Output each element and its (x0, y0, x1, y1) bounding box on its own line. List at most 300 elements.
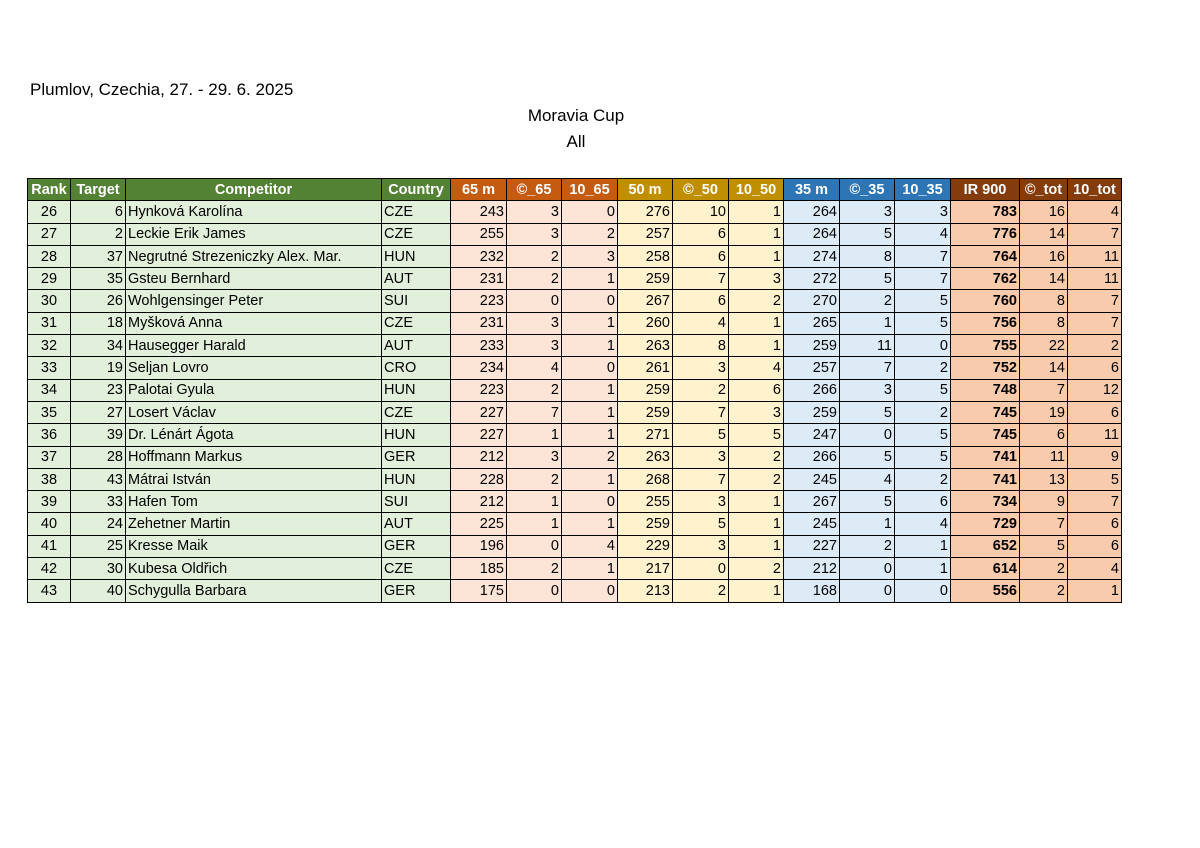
cell-tens-total: 7 (1068, 312, 1122, 334)
cell-x-total: 16 (1020, 201, 1068, 223)
cell-tens-65: 1 (562, 424, 618, 446)
cell-tens-50: 3 (729, 268, 784, 290)
cell-x-50: 5 (673, 513, 729, 535)
cell-score-65m: 196 (451, 535, 507, 557)
cell-tens-65: 2 (562, 223, 618, 245)
cell-competitor: Losert Václav (126, 401, 382, 423)
table-row (28, 401, 1122, 423)
cell-score-65m: 231 (451, 312, 507, 334)
cell-score-50m: 213 (618, 580, 673, 602)
event-location: Plumlov, Czechia, 27. - 29. 6. 2025 (30, 80, 294, 99)
cell-tens-total: 4 (1068, 201, 1122, 223)
cell-tens-65: 1 (562, 335, 618, 357)
cell-tens-50: 2 (729, 290, 784, 312)
cell-tens-65: 1 (562, 558, 618, 580)
cell-tens-35: 0 (895, 580, 951, 602)
cell-score-35m: 257 (784, 357, 840, 379)
results-body (28, 201, 1122, 602)
cell-tens-total: 12 (1068, 379, 1122, 401)
cell-score-35m: 264 (784, 201, 840, 223)
cell-competitor: Palotai Gyula (126, 379, 382, 401)
col-header-x50: ©_50 (673, 179, 729, 201)
cell-x-35: 0 (840, 558, 895, 580)
cell-x-65: 1 (507, 424, 562, 446)
cell-total-ir900: 556 (951, 580, 1020, 602)
cell-x-65: 2 (507, 558, 562, 580)
cell-tens-total: 2 (1068, 335, 1122, 357)
cell-competitor: Kubesa Oldřich (126, 558, 382, 580)
cell-tens-total: 11 (1068, 268, 1122, 290)
cell-x-35: 5 (840, 401, 895, 423)
cell-tens-35: 4 (895, 223, 951, 245)
cell-score-35m: 227 (784, 535, 840, 557)
cell-tens-50: 1 (729, 580, 784, 602)
cell-total-ir900: 752 (951, 357, 1020, 379)
cell-tens-50: 6 (729, 379, 784, 401)
cell-tens-35: 2 (895, 468, 951, 490)
cell-tens-total: 11 (1068, 424, 1122, 446)
cell-score-35m: 270 (784, 290, 840, 312)
cell-rank: 42 (28, 558, 71, 580)
cell-country: HUN (382, 424, 451, 446)
col-header-target: Target (71, 179, 126, 201)
cell-score-50m: 255 (618, 491, 673, 513)
cell-x-35: 0 (840, 424, 895, 446)
cell-country: SUI (382, 491, 451, 513)
cell-score-50m: 271 (618, 424, 673, 446)
cell-tens-35: 0 (895, 335, 951, 357)
cell-rank: 32 (28, 335, 71, 357)
cell-score-65m: 228 (451, 468, 507, 490)
cell-score-65m: 185 (451, 558, 507, 580)
cell-tens-65: 1 (562, 401, 618, 423)
cell-tens-65: 1 (562, 513, 618, 535)
cell-tens-35: 7 (895, 245, 951, 267)
cell-total-ir900: 760 (951, 290, 1020, 312)
cell-target: 30 (71, 558, 126, 580)
cell-tens-total: 7 (1068, 491, 1122, 513)
cell-x-total: 6 (1020, 424, 1068, 446)
cell-tens-50: 2 (729, 558, 784, 580)
cell-rank: 40 (28, 513, 71, 535)
cell-tens-total: 9 (1068, 446, 1122, 468)
table-row (28, 357, 1122, 379)
table-row (28, 513, 1122, 535)
cell-score-50m: 259 (618, 513, 673, 535)
col-header-10-50: 10_50 (729, 179, 784, 201)
cell-x-50: 3 (673, 491, 729, 513)
cell-tens-total: 7 (1068, 223, 1122, 245)
cell-country: CZE (382, 312, 451, 334)
table-row (28, 290, 1122, 312)
cell-x-65: 2 (507, 379, 562, 401)
cell-score-50m: 259 (618, 401, 673, 423)
cell-tens-total: 6 (1068, 401, 1122, 423)
col-header-50m: 50 m (618, 179, 673, 201)
cell-target: 28 (71, 446, 126, 468)
cell-tens-35: 5 (895, 312, 951, 334)
cell-target: 35 (71, 268, 126, 290)
cell-score-35m: 274 (784, 245, 840, 267)
cell-tens-35: 2 (895, 357, 951, 379)
table-row (28, 201, 1122, 223)
cell-tens-50: 1 (729, 491, 784, 513)
cell-x-65: 4 (507, 357, 562, 379)
cell-x-50: 7 (673, 401, 729, 423)
cell-tens-total: 6 (1068, 535, 1122, 557)
cell-competitor: Hoffmann Markus (126, 446, 382, 468)
cell-competitor: Wohlgensinger Peter (126, 290, 382, 312)
cell-tens-total: 7 (1068, 290, 1122, 312)
cell-score-50m: 257 (618, 223, 673, 245)
cell-x-65: 7 (507, 401, 562, 423)
cell-x-50: 2 (673, 580, 729, 602)
cell-competitor: Myšková Anna (126, 312, 382, 334)
cell-target: 37 (71, 245, 126, 267)
cell-total-ir900: 729 (951, 513, 1020, 535)
cell-x-65: 1 (507, 513, 562, 535)
cell-x-50: 8 (673, 335, 729, 357)
cell-score-50m: 276 (618, 201, 673, 223)
cell-total-ir900: 745 (951, 401, 1020, 423)
cell-x-35: 1 (840, 513, 895, 535)
cell-competitor: Kresse Maik (126, 535, 382, 557)
cell-x-65: 3 (507, 446, 562, 468)
cell-country: GER (382, 580, 451, 602)
cell-rank: 30 (28, 290, 71, 312)
cell-country: CZE (382, 201, 451, 223)
cell-score-65m: 233 (451, 335, 507, 357)
cell-score-50m: 263 (618, 446, 673, 468)
col-header-rank: Rank (28, 179, 71, 201)
table-row (28, 468, 1122, 490)
cell-tens-total: 11 (1068, 245, 1122, 267)
cell-score-35m: 259 (784, 335, 840, 357)
cell-x-50: 3 (673, 535, 729, 557)
cell-x-50: 6 (673, 290, 729, 312)
cell-rank: 28 (28, 245, 71, 267)
cell-tens-50: 1 (729, 223, 784, 245)
cell-x-50: 7 (673, 468, 729, 490)
cell-target: 2 (71, 223, 126, 245)
cell-x-total: 22 (1020, 335, 1068, 357)
cell-target: 39 (71, 424, 126, 446)
cell-score-50m: 260 (618, 312, 673, 334)
cell-tens-65: 1 (562, 268, 618, 290)
cell-x-total: 8 (1020, 290, 1068, 312)
cell-competitor: Hausegger Harald (126, 335, 382, 357)
cell-score-35m: 168 (784, 580, 840, 602)
cell-tens-65: 0 (562, 491, 618, 513)
cell-tens-50: 5 (729, 424, 784, 446)
cell-score-35m: 259 (784, 401, 840, 423)
cell-x-35: 5 (840, 446, 895, 468)
cell-target: 6 (71, 201, 126, 223)
col-header-x35: ©_35 (840, 179, 895, 201)
cell-score-35m: 245 (784, 468, 840, 490)
cell-x-50: 2 (673, 379, 729, 401)
cell-score-50m: 263 (618, 335, 673, 357)
cell-tens-50: 1 (729, 201, 784, 223)
cell-total-ir900: 748 (951, 379, 1020, 401)
cell-score-50m: 259 (618, 268, 673, 290)
cell-x-35: 5 (840, 268, 895, 290)
cell-x-65: 3 (507, 223, 562, 245)
cell-rank: 41 (28, 535, 71, 557)
cell-score-65m: 175 (451, 580, 507, 602)
cell-x-50: 6 (673, 223, 729, 245)
category-title: All (566, 132, 586, 151)
cell-x-65: 0 (507, 580, 562, 602)
cell-tens-35: 5 (895, 446, 951, 468)
col-header-10-65: 10_65 (562, 179, 618, 201)
cell-rank: 33 (28, 357, 71, 379)
cell-x-35: 1 (840, 312, 895, 334)
cell-x-35: 7 (840, 357, 895, 379)
cell-x-total: 7 (1020, 379, 1068, 401)
cell-score-65m: 255 (451, 223, 507, 245)
cell-country: CZE (382, 558, 451, 580)
table-row (28, 558, 1122, 580)
table-row (28, 580, 1122, 602)
cell-competitor: Schygulla Barbara (126, 580, 382, 602)
cell-country: CRO (382, 357, 451, 379)
cell-x-65: 2 (507, 245, 562, 267)
cell-tens-65: 0 (562, 290, 618, 312)
cell-score-35m: 267 (784, 491, 840, 513)
cell-x-total: 2 (1020, 580, 1068, 602)
col-header-x65: ©_65 (507, 179, 562, 201)
cell-x-total: 14 (1020, 357, 1068, 379)
cell-x-total: 2 (1020, 558, 1068, 580)
cell-score-35m: 212 (784, 558, 840, 580)
cell-tens-35: 7 (895, 268, 951, 290)
cell-tens-50: 1 (729, 513, 784, 535)
cell-tens-50: 1 (729, 245, 784, 267)
cell-x-total: 8 (1020, 312, 1068, 334)
cell-rank: 37 (28, 446, 71, 468)
cell-x-65: 2 (507, 268, 562, 290)
cell-x-65: 3 (507, 201, 562, 223)
cell-tens-50: 1 (729, 312, 784, 334)
cell-total-ir900: 762 (951, 268, 1020, 290)
col-header-xtot: ©_tot (1020, 179, 1068, 201)
results-table (27, 178, 1122, 603)
cell-country: AUT (382, 335, 451, 357)
cell-score-65m: 231 (451, 268, 507, 290)
cell-tens-50: 3 (729, 401, 784, 423)
col-header-country: Country (382, 179, 451, 201)
cell-score-50m: 267 (618, 290, 673, 312)
table-row (28, 335, 1122, 357)
table-row (28, 424, 1122, 446)
cell-target: 23 (71, 379, 126, 401)
table-row (28, 268, 1122, 290)
col-header-35m: 35 m (784, 179, 840, 201)
cell-x-50: 5 (673, 424, 729, 446)
cell-tens-total: 6 (1068, 513, 1122, 535)
cell-x-65: 0 (507, 290, 562, 312)
cell-tens-35: 3 (895, 201, 951, 223)
cell-country: CZE (382, 401, 451, 423)
cell-x-35: 3 (840, 379, 895, 401)
cell-tens-50: 2 (729, 446, 784, 468)
cell-score-65m: 234 (451, 357, 507, 379)
cell-tens-65: 0 (562, 580, 618, 602)
cell-tens-35: 2 (895, 401, 951, 423)
cell-country: SUI (382, 290, 451, 312)
cell-tens-65: 1 (562, 468, 618, 490)
cell-x-total: 7 (1020, 513, 1068, 535)
table-row (28, 245, 1122, 267)
cell-x-total: 9 (1020, 491, 1068, 513)
cell-total-ir900: 783 (951, 201, 1020, 223)
cell-tens-65: 0 (562, 201, 618, 223)
cell-rank: 43 (28, 580, 71, 602)
col-header-65m: 65 m (451, 179, 507, 201)
cell-total-ir900: 776 (951, 223, 1020, 245)
cell-country: HUN (382, 379, 451, 401)
cell-rank: 26 (28, 201, 71, 223)
cell-x-65: 2 (507, 468, 562, 490)
cell-tens-total: 5 (1068, 468, 1122, 490)
cell-competitor: Seljan Lovro (126, 357, 382, 379)
cell-score-50m: 229 (618, 535, 673, 557)
col-header-competitor: Competitor (126, 179, 382, 201)
cell-score-50m: 217 (618, 558, 673, 580)
cell-x-50: 0 (673, 558, 729, 580)
cell-competitor: Gsteu Bernhard (126, 268, 382, 290)
cell-tens-65: 1 (562, 312, 618, 334)
cell-x-total: 14 (1020, 223, 1068, 245)
cell-country: GER (382, 535, 451, 557)
cell-rank: 39 (28, 491, 71, 513)
cell-tens-65: 1 (562, 379, 618, 401)
cell-score-65m: 223 (451, 290, 507, 312)
cell-tens-35: 1 (895, 535, 951, 557)
cell-target: 19 (71, 357, 126, 379)
cell-score-35m: 245 (784, 513, 840, 535)
cell-score-65m: 227 (451, 424, 507, 446)
cell-target: 43 (71, 468, 126, 490)
cell-competitor: Hynková Karolína (126, 201, 382, 223)
cell-competitor: Leckie Erik James (126, 223, 382, 245)
cell-x-50: 7 (673, 268, 729, 290)
cell-x-35: 3 (840, 201, 895, 223)
cell-x-total: 11 (1020, 446, 1068, 468)
cell-target: 18 (71, 312, 126, 334)
cell-target: 34 (71, 335, 126, 357)
cell-target: 25 (71, 535, 126, 557)
cell-country: HUN (382, 245, 451, 267)
cell-rank: 34 (28, 379, 71, 401)
cell-tens-35: 1 (895, 558, 951, 580)
cell-tens-65: 4 (562, 535, 618, 557)
cell-country: GER (382, 446, 451, 468)
cell-target: 33 (71, 491, 126, 513)
cell-x-total: 16 (1020, 245, 1068, 267)
cell-target: 27 (71, 401, 126, 423)
cell-tens-35: 5 (895, 379, 951, 401)
cell-competitor: Mátrai István (126, 468, 382, 490)
cell-x-50: 4 (673, 312, 729, 334)
cell-score-50m: 259 (618, 379, 673, 401)
cell-x-35: 2 (840, 535, 895, 557)
cell-target: 26 (71, 290, 126, 312)
cell-rank: 29 (28, 268, 71, 290)
cell-x-35: 0 (840, 580, 895, 602)
cell-x-65: 0 (507, 535, 562, 557)
cell-tens-35: 5 (895, 290, 951, 312)
cell-country: CZE (382, 223, 451, 245)
cell-tens-35: 5 (895, 424, 951, 446)
cell-score-65m: 243 (451, 201, 507, 223)
cell-score-65m: 232 (451, 245, 507, 267)
cell-competitor: Zehetner Martin (126, 513, 382, 535)
cell-total-ir900: 734 (951, 491, 1020, 513)
cell-tens-65: 0 (562, 357, 618, 379)
cell-x-35: 5 (840, 491, 895, 513)
cell-total-ir900: 755 (951, 335, 1020, 357)
cell-tens-total: 4 (1068, 558, 1122, 580)
cell-target: 40 (71, 580, 126, 602)
event-title: Moravia Cup (527, 106, 625, 125)
table-row (28, 223, 1122, 245)
cell-tens-50: 1 (729, 335, 784, 357)
cell-competitor: Dr. Lénárt Ágota (126, 424, 382, 446)
cell-x-50: 6 (673, 245, 729, 267)
cell-x-total: 19 (1020, 401, 1068, 423)
cell-x-65: 3 (507, 335, 562, 357)
cell-x-35: 2 (840, 290, 895, 312)
cell-x-total: 14 (1020, 268, 1068, 290)
cell-rank: 35 (28, 401, 71, 423)
cell-x-50: 10 (673, 201, 729, 223)
col-header-ir900: IR 900 (951, 179, 1020, 201)
cell-x-35: 5 (840, 223, 895, 245)
cell-total-ir900: 745 (951, 424, 1020, 446)
cell-tens-65: 3 (562, 245, 618, 267)
cell-x-total: 5 (1020, 535, 1068, 557)
table-row (28, 535, 1122, 557)
cell-score-35m: 266 (784, 446, 840, 468)
cell-score-50m: 268 (618, 468, 673, 490)
cell-tens-total: 6 (1068, 357, 1122, 379)
table-row (28, 446, 1122, 468)
cell-score-35m: 247 (784, 424, 840, 446)
cell-x-65: 1 (507, 491, 562, 513)
cell-total-ir900: 741 (951, 468, 1020, 490)
cell-total-ir900: 764 (951, 245, 1020, 267)
cell-rank: 31 (28, 312, 71, 334)
cell-score-65m: 212 (451, 491, 507, 513)
cell-tens-50: 2 (729, 468, 784, 490)
cell-score-35m: 264 (784, 223, 840, 245)
cell-x-65: 3 (507, 312, 562, 334)
cell-country: AUT (382, 513, 451, 535)
cell-x-35: 11 (840, 335, 895, 357)
cell-tens-35: 4 (895, 513, 951, 535)
cell-score-50m: 261 (618, 357, 673, 379)
cell-rank: 27 (28, 223, 71, 245)
cell-score-35m: 266 (784, 379, 840, 401)
cell-total-ir900: 756 (951, 312, 1020, 334)
cell-score-65m: 223 (451, 379, 507, 401)
cell-tens-35: 6 (895, 491, 951, 513)
cell-competitor: Hafen Tom (126, 491, 382, 513)
cell-total-ir900: 614 (951, 558, 1020, 580)
cell-score-65m: 212 (451, 446, 507, 468)
